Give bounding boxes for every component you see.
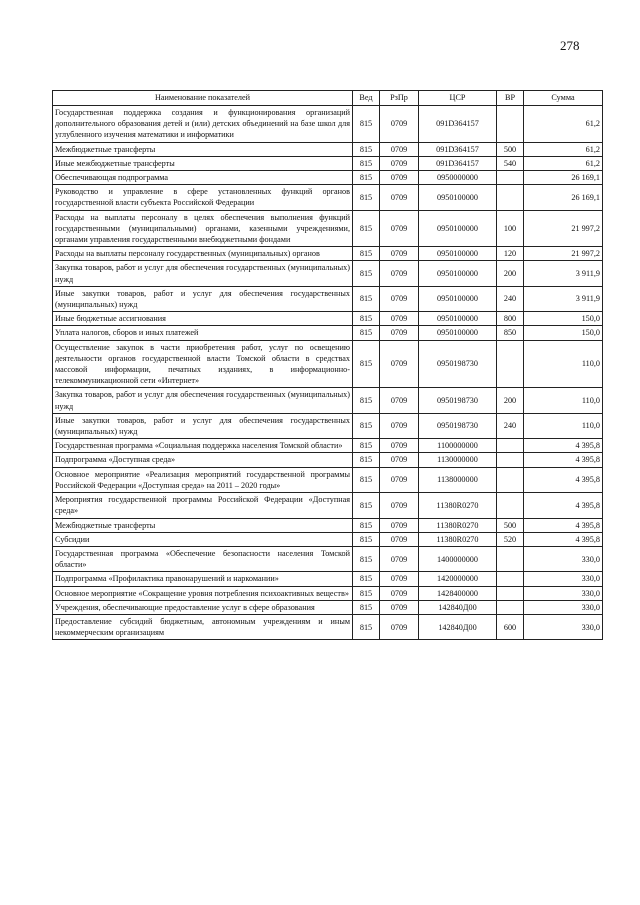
cell-vr: 200 xyxy=(497,388,524,413)
cell-sum: 21 997,2 xyxy=(524,210,603,247)
cell-ved: 815 xyxy=(353,156,380,170)
cell-sum: 110,0 xyxy=(524,388,603,413)
cell-vr: 520 xyxy=(497,532,524,546)
table-row xyxy=(53,312,603,326)
cell-ved: 815 xyxy=(353,546,380,571)
cell-sum: 330,0 xyxy=(524,586,603,600)
cell-name: Субсидии xyxy=(53,532,353,546)
budget-table xyxy=(52,90,603,640)
cell-vr: 240 xyxy=(497,413,524,438)
cell-ved: 815 xyxy=(353,467,380,492)
cell-name: Предоставление субсидий бюджетным, автономным учреждениям и иным некоммерческим организациям xyxy=(53,614,353,639)
table-row xyxy=(53,106,603,143)
cell-vr xyxy=(497,600,524,614)
cell-name: Обеспечивающая подпрограмма xyxy=(53,171,353,185)
table-row xyxy=(53,439,603,453)
cell-sum: 110,0 xyxy=(524,413,603,438)
cell-sum: 330,0 xyxy=(524,614,603,639)
cell-rzpr: 0709 xyxy=(380,106,419,143)
cell-sum: 61,2 xyxy=(524,106,603,143)
cell-rzpr: 0709 xyxy=(380,185,419,210)
cell-csr: 0950100000 xyxy=(419,286,497,311)
cell-name: Государственная поддержка создания и функционирования организаций дополнительного образования детей и (или) детских объединений на базе школ для углубленного изучения математики и информатики xyxy=(53,106,353,143)
cell-sum: 4 395,8 xyxy=(524,493,603,518)
cell-vr: 200 xyxy=(497,261,524,286)
cell-sum: 4 395,8 xyxy=(524,467,603,492)
table-row xyxy=(53,340,603,388)
table-row xyxy=(53,453,603,467)
cell-rzpr: 0709 xyxy=(380,518,419,532)
header-sum: Сумма xyxy=(524,91,603,106)
cell-rzpr: 0709 xyxy=(380,210,419,247)
cell-name: Государственная программа «Социальная поддержка населения Томской области» xyxy=(53,439,353,453)
table-row xyxy=(53,493,603,518)
cell-csr: 0950100000 xyxy=(419,210,497,247)
cell-ved: 815 xyxy=(353,600,380,614)
cell-csr: 1420000000 xyxy=(419,572,497,586)
cell-ved: 815 xyxy=(353,413,380,438)
cell-csr: 091D364157 xyxy=(419,106,497,143)
cell-name: Государственная программа «Обеспечение безопасности населения Томской области» xyxy=(53,546,353,571)
cell-name: Межбюджетные трансферты xyxy=(53,142,353,156)
cell-name: Иные бюджетные ассигнования xyxy=(53,312,353,326)
header-rzpr: РзПр xyxy=(380,91,419,106)
cell-csr: 0950100000 xyxy=(419,261,497,286)
cell-rzpr: 0709 xyxy=(380,586,419,600)
table-row xyxy=(53,388,603,413)
cell-sum: 4 395,8 xyxy=(524,453,603,467)
cell-csr: 0950100000 xyxy=(419,312,497,326)
cell-vr xyxy=(497,171,524,185)
table-row xyxy=(53,546,603,571)
cell-ved: 815 xyxy=(353,247,380,261)
cell-ved: 815 xyxy=(353,286,380,311)
cell-sum: 330,0 xyxy=(524,546,603,571)
cell-sum: 150,0 xyxy=(524,312,603,326)
table-row xyxy=(53,614,603,639)
cell-rzpr: 0709 xyxy=(380,156,419,170)
cell-name: Подпрограмма «Профилактика правонарушений и наркомании» xyxy=(53,572,353,586)
cell-csr: 142840Д00 xyxy=(419,614,497,639)
cell-vr: 120 xyxy=(497,247,524,261)
cell-ved: 815 xyxy=(353,586,380,600)
cell-vr xyxy=(497,546,524,571)
cell-rzpr: 0709 xyxy=(380,247,419,261)
cell-rzpr: 0709 xyxy=(380,171,419,185)
cell-csr: 0950100000 xyxy=(419,326,497,340)
table-row xyxy=(53,286,603,311)
cell-vr xyxy=(497,185,524,210)
cell-csr: 0950198730 xyxy=(419,340,497,388)
header-vr: ВР xyxy=(497,91,524,106)
table-row xyxy=(53,586,603,600)
cell-rzpr: 0709 xyxy=(380,261,419,286)
cell-sum: 3 911,9 xyxy=(524,261,603,286)
table-row xyxy=(53,518,603,532)
cell-ved: 815 xyxy=(353,439,380,453)
cell-rzpr: 0709 xyxy=(380,388,419,413)
cell-rzpr: 0709 xyxy=(380,326,419,340)
cell-vr xyxy=(497,453,524,467)
cell-ved: 815 xyxy=(353,340,380,388)
cell-csr: 1100000000 xyxy=(419,439,497,453)
cell-vr xyxy=(497,439,524,453)
cell-vr: 500 xyxy=(497,142,524,156)
cell-ved: 815 xyxy=(353,142,380,156)
cell-rzpr: 0709 xyxy=(380,546,419,571)
cell-vr: 800 xyxy=(497,312,524,326)
cell-sum: 4 395,8 xyxy=(524,439,603,453)
cell-name: Межбюджетные трансферты xyxy=(53,518,353,532)
table-row xyxy=(53,261,603,286)
cell-csr: 11380R0270 xyxy=(419,518,497,532)
cell-sum: 150,0 xyxy=(524,326,603,340)
cell-sum: 21 997,2 xyxy=(524,247,603,261)
cell-csr: 0950100000 xyxy=(419,247,497,261)
table-row xyxy=(53,600,603,614)
cell-sum: 330,0 xyxy=(524,600,603,614)
header-ved: Вед xyxy=(353,91,380,106)
cell-rzpr: 0709 xyxy=(380,439,419,453)
cell-csr: 091D364157 xyxy=(419,142,497,156)
cell-vr xyxy=(497,467,524,492)
cell-ved: 815 xyxy=(353,518,380,532)
table-row xyxy=(53,413,603,438)
cell-sum: 110,0 xyxy=(524,340,603,388)
table-row xyxy=(53,171,603,185)
cell-name: Мероприятия государственной программы Российской Федерации «Доступная среда» xyxy=(53,493,353,518)
cell-name: Иные закупки товаров, работ и услуг для обеспечения государственных (муниципальных) нужд xyxy=(53,413,353,438)
cell-vr xyxy=(497,572,524,586)
table-row xyxy=(53,532,603,546)
cell-rzpr: 0709 xyxy=(380,532,419,546)
table-row xyxy=(53,572,603,586)
cell-name: Закупка товаров, работ и услуг для обеспечения государственных (муниципальных) нужд xyxy=(53,261,353,286)
cell-vr: 540 xyxy=(497,156,524,170)
cell-rzpr: 0709 xyxy=(380,413,419,438)
cell-name: Иные межбюджетные трансферты xyxy=(53,156,353,170)
cell-sum: 26 169,1 xyxy=(524,171,603,185)
cell-csr: 091D364157 xyxy=(419,156,497,170)
cell-name: Расходы на выплаты персоналу государственных (муниципальных) органов xyxy=(53,247,353,261)
cell-csr: 11380R0270 xyxy=(419,493,497,518)
cell-rzpr: 0709 xyxy=(380,600,419,614)
cell-csr: 0950100000 xyxy=(419,185,497,210)
cell-sum: 61,2 xyxy=(524,156,603,170)
cell-csr: 11380R0270 xyxy=(419,532,497,546)
table-row xyxy=(53,142,603,156)
cell-csr: 1400000000 xyxy=(419,546,497,571)
cell-csr: 0950000000 xyxy=(419,171,497,185)
cell-vr xyxy=(497,493,524,518)
cell-rzpr: 0709 xyxy=(380,312,419,326)
cell-sum: 330,0 xyxy=(524,572,603,586)
cell-vr: 240 xyxy=(497,286,524,311)
cell-ved: 815 xyxy=(353,261,380,286)
header-name: Наименование показателей xyxy=(53,91,353,106)
table-row xyxy=(53,210,603,247)
cell-sum: 4 395,8 xyxy=(524,532,603,546)
cell-rzpr: 0709 xyxy=(380,142,419,156)
cell-vr: 850 xyxy=(497,326,524,340)
cell-rzpr: 0709 xyxy=(380,453,419,467)
cell-ved: 815 xyxy=(353,388,380,413)
cell-ved: 815 xyxy=(353,312,380,326)
cell-name: Основное мероприятие «Реализация мероприятий государственной программы Российской Федерации «Доступная среда» на 2011 – 2020 годы» xyxy=(53,467,353,492)
cell-csr: 0950198730 xyxy=(419,413,497,438)
cell-name: Учреждения, обеспечивающие предоставление услуг в сфере образования xyxy=(53,600,353,614)
cell-csr: 1138000000 xyxy=(419,467,497,492)
page-number: 278 xyxy=(560,38,580,53)
cell-name: Основное мероприятие «Сокращение уровня потребления психоактивных веществ» xyxy=(53,586,353,600)
cell-name: Закупка товаров, работ и услуг для обеспечения государственных (муниципальных) нужд xyxy=(53,388,353,413)
cell-ved: 815 xyxy=(353,572,380,586)
cell-csr: 0950198730 xyxy=(419,388,497,413)
cell-vr: 100 xyxy=(497,210,524,247)
cell-name: Уплата налогов, сборов и иных платежей xyxy=(53,326,353,340)
cell-ved: 815 xyxy=(353,493,380,518)
table-row xyxy=(53,326,603,340)
cell-rzpr: 0709 xyxy=(380,467,419,492)
cell-ved: 815 xyxy=(353,171,380,185)
cell-ved: 815 xyxy=(353,210,380,247)
cell-vr: 600 xyxy=(497,614,524,639)
cell-rzpr: 0709 xyxy=(380,493,419,518)
cell-rzpr: 0709 xyxy=(380,286,419,311)
table-header-row xyxy=(53,91,603,106)
cell-sum: 3 911,9 xyxy=(524,286,603,311)
cell-ved: 815 xyxy=(353,614,380,639)
cell-name: Расходы на выплаты персоналу в целях обеспечения выполнения функций государственными (муниципальными) органами, казенными учреждениями, органами управления государственными внебюджетными фондами xyxy=(53,210,353,247)
cell-sum: 4 395,8 xyxy=(524,518,603,532)
cell-name: Иные закупки товаров, работ и услуг для обеспечения государственных (муниципальных) нужд xyxy=(53,286,353,311)
cell-ved: 815 xyxy=(353,326,380,340)
table-row xyxy=(53,156,603,170)
cell-vr: 500 xyxy=(497,518,524,532)
cell-ved: 815 xyxy=(353,532,380,546)
cell-name: Руководство и управление в сфере установленных функций органов государственной власти субъекта Российской Федерации xyxy=(53,185,353,210)
header-csr: ЦСР xyxy=(419,91,497,106)
cell-name: Подпрограмма «Доступная среда» xyxy=(53,453,353,467)
cell-sum: 61,2 xyxy=(524,142,603,156)
cell-csr: 1130000000 xyxy=(419,453,497,467)
table-row xyxy=(53,247,603,261)
cell-vr xyxy=(497,106,524,143)
table-row xyxy=(53,185,603,210)
cell-ved: 815 xyxy=(353,453,380,467)
table-body xyxy=(53,106,603,640)
cell-ved: 815 xyxy=(353,106,380,143)
cell-sum: 26 169,1 xyxy=(524,185,603,210)
table-row xyxy=(53,467,603,492)
cell-name: Осуществление закупок в части приобретения работ, услуг по освещению деятельности органов государственной власти Томской области в средствах массовой информации, печатных изданиях, в информационно-телекоммуникационной сети «Интернет» xyxy=(53,340,353,388)
cell-rzpr: 0709 xyxy=(380,614,419,639)
cell-csr: 1428400000 xyxy=(419,586,497,600)
cell-csr: 142840Д00 xyxy=(419,600,497,614)
cell-vr xyxy=(497,586,524,600)
cell-rzpr: 0709 xyxy=(380,340,419,388)
cell-rzpr: 0709 xyxy=(380,572,419,586)
cell-vr xyxy=(497,340,524,388)
cell-ved: 815 xyxy=(353,185,380,210)
